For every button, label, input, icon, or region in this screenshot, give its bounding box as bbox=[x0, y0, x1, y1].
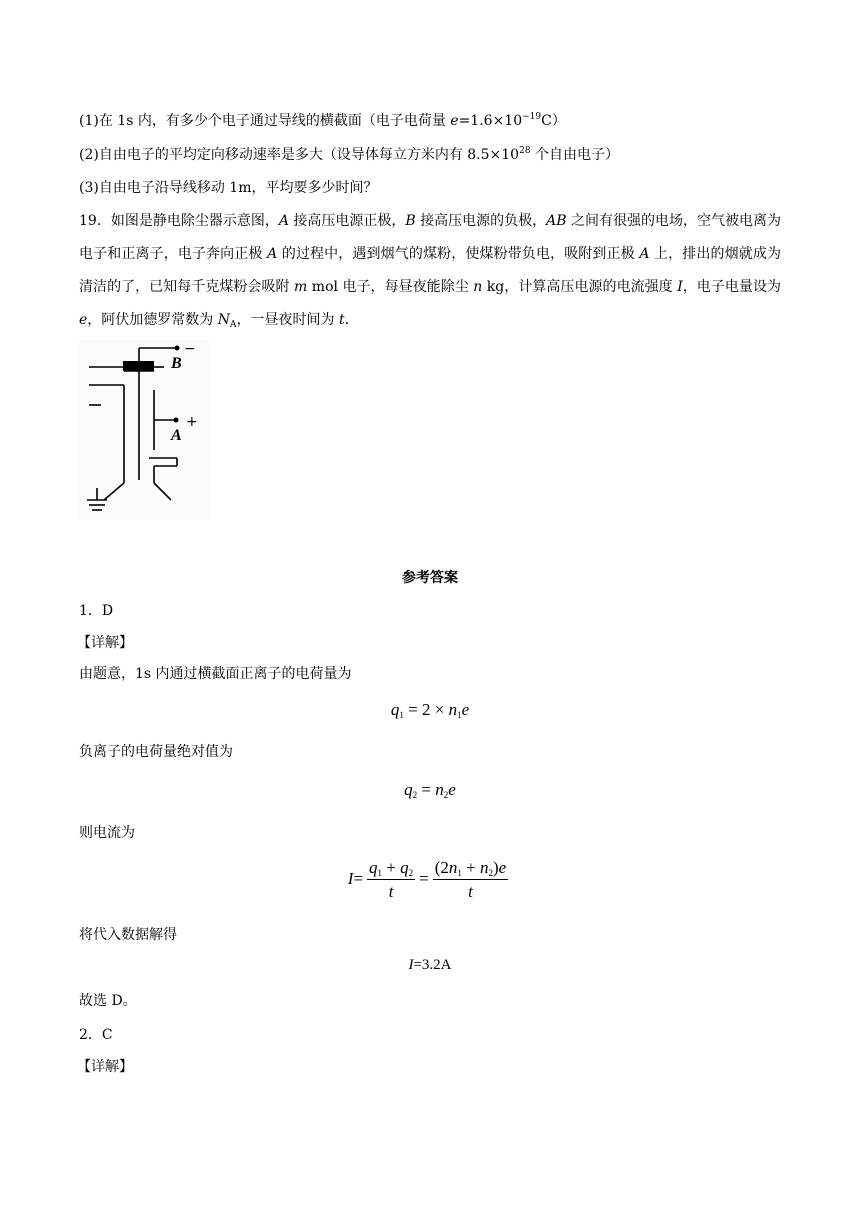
answer-1: 1．D bbox=[79, 603, 114, 619]
plus-sign: + bbox=[186, 414, 198, 430]
equation-q1: $q_1 = 2 \times n_1e$ bbox=[390, 700, 470, 720]
explanation-line-3: 则电流为 bbox=[79, 825, 135, 841]
detail-heading-1: 【详解】 bbox=[77, 635, 133, 651]
equation-current: I= $\frac{q_1 + q_2}{t}$ = $\frac{(2n_1 + n_2)e}{t}$ bbox=[347, 858, 507, 901]
label-b: B bbox=[171, 355, 182, 372]
label-a: A bbox=[171, 427, 182, 444]
question-19: 19．如图是静电除尘器示意图，A 接高压电源正极，B 接高压电源的负极，AB 之间有很强的电场，空气被电离为电子和正离子，电子奔向正极 A 的过程中，遇到烟气的煤粉，使煤粉带负电，吸附到正极 A 上，排出的烟就成为清洁的了，已知每千克煤粉会吸附 m mol 电子，每昼夜能除尘 n kg，计算高压电源的电流强度 I，电子电量设为 e，阿伏加德罗常数为 $N_A$，一昼夜时间为 t. bbox=[79, 213, 782, 330]
q18-part-2: (2)自由电子的平均定向移动速率是多大（设导体每立方米内有 $8.5\times 10^{28}$ 个自由电子） bbox=[79, 146, 619, 163]
explanation-line-4: 将代入数据解得 bbox=[79, 927, 177, 943]
answer-2: 2．C bbox=[79, 1027, 113, 1043]
result-equation: I=3.2A bbox=[408, 957, 452, 973]
precipitator-figure bbox=[79, 340, 209, 520]
minus-sign: − bbox=[184, 341, 196, 357]
explanation-line-1: 由题意，1s 内通过横截面正离子的电荷量为 bbox=[79, 666, 352, 682]
equation-q2: $q_2 = n_2e$ bbox=[404, 780, 456, 800]
q18-part-1: (1)在 1s 内，有多少个电子通过导线的横截面（电子电荷量 $e=1.6\times 10^{-19}C$） bbox=[79, 112, 566, 129]
explanation-line-5: 故选 D。 bbox=[79, 993, 137, 1009]
explanation-line-2: 负离子的电荷量绝对值为 bbox=[79, 744, 233, 760]
answers-title: 参考答案 bbox=[402, 570, 458, 586]
detail-heading-2: 【详解】 bbox=[77, 1059, 133, 1075]
q18-part-3: (3)自由电子沿导线移动 1m，平均要多少时间？ bbox=[79, 180, 378, 196]
